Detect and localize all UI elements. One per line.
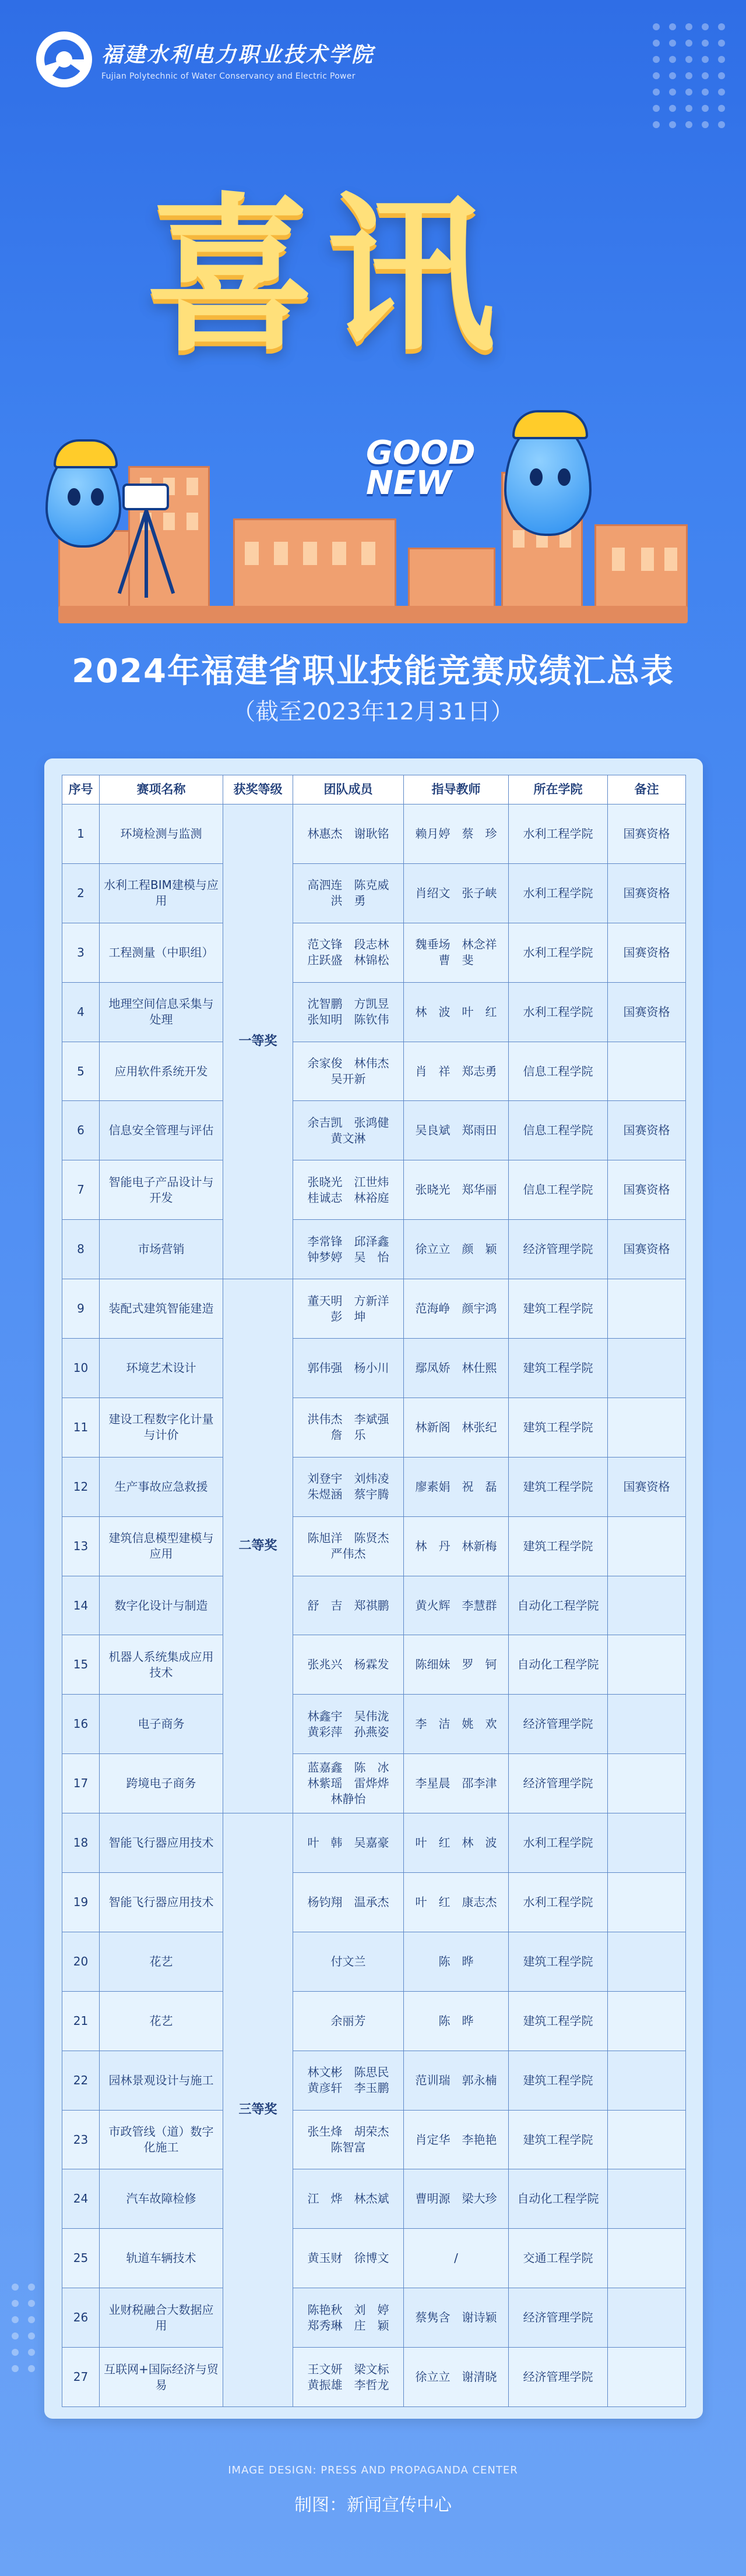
cell-event: 花艺 [100, 1932, 223, 1991]
table-row [62, 1754, 686, 1813]
table-body [62, 804, 686, 2407]
cell-event: 汽车故障检修 [100, 2169, 223, 2229]
table-row [62, 1516, 686, 1576]
table-row [62, 1932, 686, 1991]
cell-event: 应用软件系统开发 [100, 1042, 223, 1101]
cell-teachers: 黄火辉 李慧群 [404, 1576, 509, 1635]
table-row [62, 1991, 686, 2051]
cell-members: 董天明 方新洋 彭 坤 [293, 1279, 404, 1339]
cell-no: 19 [62, 1873, 100, 1932]
cell-note [608, 2110, 686, 2169]
table-row [62, 982, 686, 1042]
cell-college: 经济管理学院 [509, 1220, 608, 1279]
cell-no: 11 [62, 1398, 100, 1457]
design-credit-cn: 制图：新闻宣传中心 [294, 2495, 452, 2515]
cell-event: 跨境电子商务 [100, 1754, 223, 1813]
cell-teachers: 肖定华 李艳艳 [404, 2110, 509, 2169]
cell-teachers: 赖月婷 蔡 珍 [404, 804, 509, 864]
cell-award-level: 三等奖 [223, 1813, 293, 2407]
table-title: 2024年福建省职业技能竞赛成绩汇总表 [72, 652, 674, 690]
cell-college: 经济管理学院 [509, 2348, 608, 2407]
cell-teachers: / [404, 2229, 509, 2288]
cell-no: 1 [62, 804, 100, 864]
cell-no: 22 [62, 2051, 100, 2110]
cell-college: 水利工程学院 [509, 804, 608, 864]
cell-members: 杨钧翔 温承杰 [293, 1873, 404, 1932]
cell-teachers: 范海峥 颜宇鸿 [404, 1279, 509, 1339]
cell-college: 建筑工程学院 [509, 2110, 608, 2169]
column-header: 团队成员 [293, 775, 404, 804]
table-row [62, 1695, 686, 1754]
cell-event: 轨道车辆技术 [100, 2229, 223, 2288]
table-row [62, 1339, 686, 1398]
column-header: 所在学院 [509, 775, 608, 804]
cell-no: 2 [62, 863, 100, 923]
cell-award-level: 二等奖 [223, 1279, 293, 1813]
cell-no: 14 [62, 1576, 100, 1635]
cell-members: 余吉凯 张鸿健 黄文淋 [293, 1101, 404, 1160]
cell-no: 6 [62, 1101, 100, 1160]
cell-college: 水利工程学院 [509, 923, 608, 982]
table-row [62, 1576, 686, 1635]
cell-members: 余丽芳 [293, 1991, 404, 2051]
cell-no: 12 [62, 1457, 100, 1516]
cell-event: 智能飞行器应用技术 [100, 1813, 223, 1873]
survey-tripod-icon [99, 484, 181, 600]
good-text: GOOD [366, 434, 476, 472]
cell-members: 叶 韩 吴嘉豪 [293, 1813, 404, 1873]
cell-members: 王文妍 梁文标 黄振雄 李哲龙 [293, 2348, 404, 2407]
cell-note: 国赛资格 [608, 1220, 686, 1279]
cell-note [608, 1279, 686, 1339]
cell-note: 国赛资格 [608, 982, 686, 1042]
cell-college: 建筑工程学院 [509, 1932, 608, 1991]
mascot-right-water-drop-icon [504, 419, 592, 536]
table-row [62, 2169, 686, 2229]
cell-teachers: 张晓光 郑华丽 [404, 1160, 509, 1220]
cell-no: 10 [62, 1339, 100, 1398]
cell-no: 24 [62, 2169, 100, 2229]
table-row [62, 2051, 686, 2110]
cell-no: 18 [62, 1813, 100, 1873]
cell-teachers: 廖素娟 祝 磊 [404, 1457, 509, 1516]
cell-teachers: 吴良斌 郑雨田 [404, 1101, 509, 1160]
column-header: 指导教师 [404, 775, 509, 804]
cell-event: 智能飞行器应用技术 [100, 1873, 223, 1932]
cell-members: 高泗连 陈克威 洪 勇 [293, 863, 404, 923]
cell-members: 付文兰 [293, 1932, 404, 1991]
cell-event: 环境检测与监测 [100, 804, 223, 864]
cell-note [608, 1042, 686, 1101]
cell-no: 7 [62, 1160, 100, 1220]
cell-college: 水利工程学院 [509, 863, 608, 923]
cell-note [608, 1932, 686, 1991]
table-row [62, 863, 686, 923]
cell-no: 3 [62, 923, 100, 982]
cell-event: 水利工程BIM建模与应用 [100, 863, 223, 923]
table-row [62, 804, 686, 864]
cell-no: 8 [62, 1220, 100, 1279]
school-logo [36, 31, 374, 87]
cell-teachers: 曹明源 梁大珍 [404, 2169, 509, 2229]
cell-teachers: 徐立立 谢清晓 [404, 2348, 509, 2407]
cell-college: 经济管理学院 [509, 1754, 608, 1813]
cell-members: 张生烽 胡荣杰 陈智富 [293, 2110, 404, 2169]
cell-note [608, 1339, 686, 1398]
cell-teachers: 范训瑞 郭永楠 [404, 2051, 509, 2110]
table-row [62, 1220, 686, 1279]
cell-event: 工程测量（中职组） [100, 923, 223, 982]
cell-college: 经济管理学院 [509, 1695, 608, 1754]
cell-college: 交通工程学院 [509, 2229, 608, 2288]
cell-event: 地理空间信息采集与处理 [100, 982, 223, 1042]
table-row [62, 1873, 686, 1932]
table-row [62, 2229, 686, 2288]
cell-teachers: 李 洁 姚 欢 [404, 1695, 509, 1754]
cell-members: 沈智鹏 方凯昱 张知明 陈钦伟 [293, 982, 404, 1042]
cell-award-level: 一等奖 [223, 804, 293, 1279]
cell-members: 张晓光 江世炜 桂诚志 林裕庭 [293, 1160, 404, 1220]
cell-college: 自动化工程学院 [509, 2169, 608, 2229]
table-row [62, 1635, 686, 1695]
cell-members: 陈旭洋 陈贤杰 严伟杰 [293, 1516, 404, 1576]
cell-college: 水利工程学院 [509, 1813, 608, 1873]
cell-college: 建筑工程学院 [509, 1991, 608, 2051]
table-row [62, 1813, 686, 1873]
cell-members: 蓝嘉鑫 陈 冰 林紫瑶 雷烨烨 林静怡 [293, 1754, 404, 1813]
cell-note: 国赛资格 [608, 804, 686, 864]
table-row [62, 2348, 686, 2407]
cell-college: 水利工程学院 [509, 982, 608, 1042]
cell-members: 范文锋 段志林 庄跃盛 林锦松 [293, 923, 404, 982]
cell-note: 国赛资格 [608, 863, 686, 923]
cell-teachers: 林 波 叶 红 [404, 982, 509, 1042]
cell-college: 建筑工程学院 [509, 1457, 608, 1516]
cell-event: 电子商务 [100, 1695, 223, 1754]
cell-event: 数字化设计与制造 [100, 1576, 223, 1635]
column-header: 赛项名称 [100, 775, 223, 804]
cell-note: 国赛资格 [608, 923, 686, 982]
cell-note: 国赛资格 [608, 1160, 686, 1220]
cell-no: 21 [62, 1991, 100, 2051]
cell-members: 余家俊 林伟杰 吴开新 [293, 1042, 404, 1101]
good-news-label [366, 434, 476, 502]
cell-members: 李常锋 邱泽鑫 钟梦婷 吴 怡 [293, 1220, 404, 1279]
cell-college: 自动化工程学院 [509, 1576, 608, 1635]
cell-note: 国赛资格 [608, 1457, 686, 1516]
cell-college: 建筑工程学院 [509, 1339, 608, 1398]
table-row [62, 1398, 686, 1457]
cell-college: 信息工程学院 [509, 1160, 608, 1220]
cell-event: 建筑信息模型建模与应用 [100, 1516, 223, 1576]
cell-teachers: 肖绍文 张子峡 [404, 863, 509, 923]
table-row [62, 2288, 686, 2348]
cell-teachers: 蔡隽含 谢诗颖 [404, 2288, 509, 2348]
cell-teachers: 陈 晔 [404, 1991, 509, 2051]
cell-no: 23 [62, 2110, 100, 2169]
school-name-en: Fujian Polytechnic of Water Conservancy and Electric Power [101, 71, 356, 81]
table-row [62, 1101, 686, 1160]
cell-event: 花艺 [100, 1991, 223, 2051]
cell-note [608, 2348, 686, 2407]
cell-members: 林鑫宇 吴伟泷 黄彩萍 孙燕姿 [293, 1695, 404, 1754]
cell-note [608, 1813, 686, 1873]
cell-no: 5 [62, 1042, 100, 1101]
cell-members: 黄玉财 徐博文 [293, 2229, 404, 2288]
cell-event: 环境艺术设计 [100, 1339, 223, 1398]
cell-no: 13 [62, 1516, 100, 1576]
cell-teachers: 肖 祥 郑志勇 [404, 1042, 509, 1101]
cell-college: 信息工程学院 [509, 1042, 608, 1101]
table-row [62, 1042, 686, 1101]
cell-college: 建筑工程学院 [509, 1398, 608, 1457]
cell-event: 生产事故应急救援 [100, 1457, 223, 1516]
cell-event: 建设工程数字化计量与计价 [100, 1398, 223, 1457]
cell-members: 林惠杰 谢耿铭 [293, 804, 404, 864]
cell-college: 自动化工程学院 [509, 1635, 608, 1695]
cell-teachers: 林 丹 林新梅 [404, 1516, 509, 1576]
cell-event: 业财税融合大数据应用 [100, 2288, 223, 2348]
cell-teachers: 徐立立 颜 颖 [404, 1220, 509, 1279]
decor-dots-top-right [653, 23, 725, 128]
cell-college: 建筑工程学院 [509, 1279, 608, 1339]
cell-college: 建筑工程学院 [509, 2051, 608, 2110]
cell-no: 20 [62, 1932, 100, 1991]
cell-note [608, 1398, 686, 1457]
design-credit-en: IMAGE DESIGN: PRESS AND PROPAGANDA CENTER [228, 2464, 518, 2476]
cell-note [608, 1991, 686, 2051]
cell-college: 经济管理学院 [509, 2288, 608, 2348]
cell-college: 信息工程学院 [509, 1101, 608, 1160]
cell-note [608, 1576, 686, 1635]
cell-event: 市政管线（道）数字化施工 [100, 2110, 223, 2169]
cell-teachers: 叶 红 林 波 [404, 1813, 509, 1873]
cell-teachers: 陈 晔 [404, 1932, 509, 1991]
cell-members: 舒 吉 郑祺鹏 [293, 1576, 404, 1635]
cell-members: 陈艳秋 刘 婷 郑秀琳 庄 颖 [293, 2288, 404, 2348]
cell-note [608, 1516, 686, 1576]
school-name-cn: 福建水利电力职业技术学院 [101, 42, 375, 67]
results-table-card [44, 758, 703, 2419]
table-row [62, 2110, 686, 2169]
cell-teachers: 林新阁 林张纪 [404, 1398, 509, 1457]
table-row [62, 923, 686, 982]
cell-teachers: 叶 红 康志杰 [404, 1873, 509, 1932]
cell-teachers: 魏垂场 林念祥 曹 斐 [404, 923, 509, 982]
cell-no: 16 [62, 1695, 100, 1754]
table-row [62, 1160, 686, 1220]
results-table [62, 775, 686, 2407]
cell-college: 水利工程学院 [509, 1873, 608, 1932]
cell-note [608, 2051, 686, 2110]
cell-note [608, 2229, 686, 2288]
table-header-row [62, 775, 686, 804]
ground-strip [58, 606, 688, 623]
cell-no: 26 [62, 2288, 100, 2348]
cell-no: 27 [62, 2348, 100, 2407]
cell-note [608, 2288, 686, 2348]
table-row [62, 1279, 686, 1339]
cell-members: 江 烨 林杰斌 [293, 2169, 404, 2229]
table-row [62, 1457, 686, 1516]
cell-members: 刘登宇 刘炜凌 朱煜涵 蔡宇腾 [293, 1457, 404, 1516]
column-header: 获奖等级 [223, 775, 293, 804]
cell-note [608, 2169, 686, 2229]
cell-no: 4 [62, 982, 100, 1042]
cell-college: 建筑工程学院 [509, 1516, 608, 1576]
cell-members: 洪伟杰 李斌强 詹 乐 [293, 1398, 404, 1457]
cell-members: 张兆兴 杨霖发 [293, 1635, 404, 1695]
cell-event: 智能电子产品设计与开发 [100, 1160, 223, 1220]
cell-event: 机器人系统集成应用技术 [100, 1635, 223, 1695]
cell-event: 互联网+国际经济与贸易 [100, 2348, 223, 2407]
table-subtitle: （截至2023年12月31日） [232, 698, 514, 725]
cell-note [608, 1754, 686, 1813]
cell-teachers: 鄢凤娇 林仕熙 [404, 1339, 509, 1398]
cell-members: 郭伟强 杨小川 [293, 1339, 404, 1398]
cell-no: 17 [62, 1754, 100, 1813]
cell-teachers: 陈细妹 罗 钶 [404, 1635, 509, 1695]
cell-note [608, 1635, 686, 1695]
cell-event: 市场营销 [100, 1220, 223, 1279]
new-text: NEW [366, 464, 452, 502]
cell-no: 9 [62, 1279, 100, 1339]
cell-note: 国赛资格 [608, 1101, 686, 1160]
cell-event: 信息安全管理与评估 [100, 1101, 223, 1160]
cell-no: 15 [62, 1635, 100, 1695]
hero-title: 喜讯 [146, 178, 507, 375]
cell-event: 园林景观设计与施工 [100, 2051, 223, 2110]
school-emblem-icon [36, 31, 92, 87]
column-header: 序号 [62, 775, 100, 804]
cell-no: 25 [62, 2229, 100, 2288]
cell-teachers: 李星晨 邵李津 [404, 1754, 509, 1813]
cell-note [608, 1873, 686, 1932]
cell-note [608, 1695, 686, 1754]
cell-members: 林文彬 陈思民 黄彦轩 李玉鹏 [293, 2051, 404, 2110]
column-header: 备注 [608, 775, 686, 804]
cell-event: 装配式建筑智能建造 [100, 1279, 223, 1339]
